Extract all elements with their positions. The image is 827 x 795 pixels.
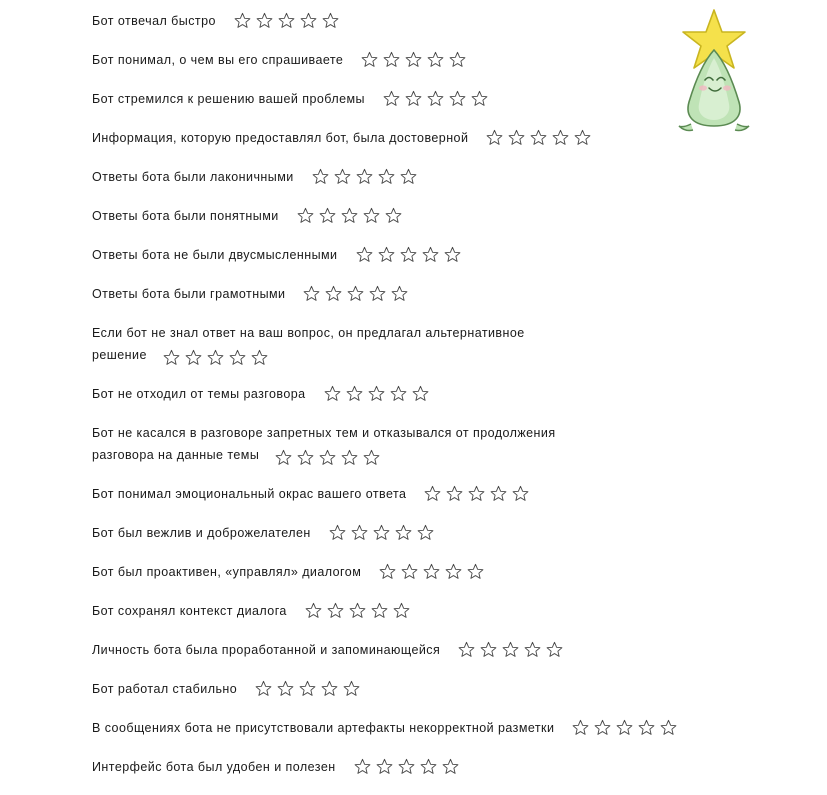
star-outline-icon[interactable] — [376, 758, 393, 775]
rating-stars[interactable] — [458, 639, 568, 656]
star-outline-icon[interactable] — [319, 449, 336, 466]
survey-question-row — [0, 756, 700, 778]
survey-question-row — [0, 422, 620, 466]
survey-question-row — [0, 88, 700, 110]
survey-question-row — [0, 283, 700, 305]
star-outline-icon[interactable] — [385, 207, 402, 224]
star-outline-icon[interactable] — [321, 680, 338, 697]
star-outline-icon[interactable] — [552, 129, 569, 146]
rating-stars[interactable] — [361, 49, 471, 66]
star-outline-icon[interactable] — [530, 129, 547, 146]
question-label: Бот не касался в разговоре запретных тем и отказывался от продолжения — [92, 426, 556, 440]
rating-stars[interactable] — [329, 522, 439, 539]
star-outline-icon[interactable] — [297, 207, 314, 224]
survey-question-row — [0, 483, 700, 505]
star-outline-icon[interactable] — [420, 758, 437, 775]
question-label: Ответы бота были лаконичными — [92, 170, 294, 184]
survey-question-row — [0, 383, 700, 405]
star-outline-icon[interactable] — [349, 602, 366, 619]
star-outline-icon[interactable] — [446, 485, 463, 502]
question-label: Бот сохранял контекст диалога — [92, 604, 287, 618]
frog-christmas-tree-illustration — [659, 6, 769, 136]
star-outline-icon[interactable] — [458, 641, 475, 658]
star-outline-icon[interactable] — [163, 349, 180, 366]
star-outline-icon[interactable] — [373, 524, 390, 541]
star-outline-icon[interactable] — [393, 602, 410, 619]
question-label: Информация, которую предоставлял бот, была достоверной — [92, 131, 469, 145]
question-label: Бот стремился к решению вашей проблемы — [92, 92, 365, 106]
star-outline-icon[interactable] — [449, 90, 466, 107]
rating-stars[interactable] — [572, 717, 682, 734]
rating-stars[interactable] — [303, 283, 413, 300]
star-outline-icon[interactable] — [401, 563, 418, 580]
star-outline-icon[interactable] — [324, 385, 341, 402]
star-outline-icon[interactable] — [369, 285, 386, 302]
rating-stars[interactable] — [312, 166, 422, 183]
question-label: Бот работал стабильно — [92, 682, 238, 696]
question-label-continued: решение — [92, 348, 147, 362]
star-outline-icon[interactable] — [395, 524, 412, 541]
star-outline-icon[interactable] — [305, 602, 322, 619]
question-label-continued: разговора на данные темы — [92, 448, 260, 462]
star-outline-icon[interactable] — [449, 51, 466, 68]
rating-stars[interactable] — [305, 600, 415, 617]
star-outline-icon[interactable] — [363, 207, 380, 224]
star-outline-icon[interactable] — [468, 485, 485, 502]
star-outline-icon[interactable] — [303, 285, 320, 302]
question-label: Бот понимал, о чем вы его спрашиваете — [92, 53, 344, 67]
rating-stars[interactable] — [234, 10, 344, 27]
star-outline-icon[interactable] — [363, 449, 380, 466]
survey-question-row — [0, 205, 700, 227]
star-outline-icon[interactable] — [616, 719, 633, 736]
survey-question-row — [0, 10, 700, 32]
star-outline-icon[interactable] — [471, 90, 488, 107]
star-outline-icon[interactable] — [574, 129, 591, 146]
star-outline-icon[interactable] — [400, 246, 417, 263]
star-outline-icon[interactable] — [417, 524, 434, 541]
survey-question-row — [0, 244, 700, 266]
star-outline-icon[interactable] — [442, 758, 459, 775]
star-outline-icon[interactable] — [444, 246, 461, 263]
rating-stars[interactable] — [379, 561, 489, 578]
question-label: Интерфейс бота был удобен и полезен — [92, 760, 336, 774]
question-label: Ответы бота не были двусмысленными — [92, 248, 338, 262]
star-outline-icon[interactable] — [502, 641, 519, 658]
star-outline-icon[interactable] — [660, 719, 677, 736]
star-outline-icon[interactable] — [400, 168, 417, 185]
star-outline-icon[interactable] — [319, 207, 336, 224]
question-label: Бот отвечал быстро — [92, 14, 216, 28]
star-outline-icon[interactable] — [546, 641, 563, 658]
star-outline-icon[interactable] — [412, 385, 429, 402]
star-outline-icon[interactable] — [351, 524, 368, 541]
star-outline-icon[interactable] — [229, 349, 246, 366]
survey-question-row — [0, 322, 620, 366]
star-outline-icon[interactable] — [423, 563, 440, 580]
survey-question-row — [0, 639, 700, 661]
star-outline-icon[interactable] — [361, 51, 378, 68]
star-outline-icon[interactable] — [346, 385, 363, 402]
star-outline-icon[interactable] — [207, 349, 224, 366]
star-outline-icon[interactable] — [427, 90, 444, 107]
star-outline-icon[interactable] — [329, 524, 346, 541]
survey-question-row — [0, 561, 700, 583]
survey-question-row — [0, 166, 700, 188]
star-outline-icon[interactable] — [398, 758, 415, 775]
rating-stars[interactable] — [356, 244, 466, 261]
star-outline-icon[interactable] — [278, 12, 295, 29]
rating-stars[interactable] — [324, 383, 434, 400]
star-outline-icon[interactable] — [255, 680, 272, 697]
star-outline-icon[interactable] — [422, 246, 439, 263]
star-outline-icon[interactable] — [299, 680, 316, 697]
star-outline-icon[interactable] — [638, 719, 655, 736]
star-outline-icon[interactable] — [371, 602, 388, 619]
star-outline-icon[interactable] — [490, 485, 507, 502]
star-outline-icon[interactable] — [354, 758, 371, 775]
star-outline-icon[interactable] — [524, 641, 541, 658]
rating-stars[interactable] — [275, 447, 385, 464]
star-outline-icon[interactable] — [424, 485, 441, 502]
star-outline-icon[interactable] — [322, 12, 339, 29]
rating-stars[interactable] — [383, 88, 493, 105]
star-outline-icon[interactable] — [343, 680, 360, 697]
star-outline-icon[interactable] — [341, 449, 358, 466]
question-label: Бот был вежлив и доброжелателен — [92, 526, 311, 540]
question-label: Бот был проактивен, «управлял» диалогом — [92, 565, 362, 579]
question-label: Бот не отходил от темы разговора — [92, 387, 306, 401]
star-outline-icon[interactable] — [312, 168, 329, 185]
star-outline-icon[interactable] — [185, 349, 202, 366]
star-outline-icon[interactable] — [512, 485, 529, 502]
rating-stars[interactable] — [255, 678, 365, 695]
star-outline-icon[interactable] — [508, 129, 525, 146]
star-outline-icon[interactable] — [486, 129, 503, 146]
star-outline-icon[interactable] — [390, 385, 407, 402]
star-outline-icon[interactable] — [325, 285, 342, 302]
rating-stars[interactable] — [424, 483, 534, 500]
survey-question-row — [0, 600, 700, 622]
star-outline-icon[interactable] — [347, 285, 364, 302]
star-outline-icon[interactable] — [467, 563, 484, 580]
question-label: Ответы бота были понятными — [92, 209, 279, 223]
star-outline-icon[interactable] — [356, 246, 373, 263]
star-outline-icon[interactable] — [334, 168, 351, 185]
rating-stars[interactable] — [354, 756, 464, 773]
star-outline-icon[interactable] — [251, 349, 268, 366]
star-outline-icon[interactable] — [480, 641, 497, 658]
star-outline-icon[interactable] — [379, 563, 396, 580]
star-outline-icon[interactable] — [327, 602, 344, 619]
star-outline-icon[interactable] — [234, 12, 251, 29]
star-outline-icon[interactable] — [427, 51, 444, 68]
star-outline-icon[interactable] — [391, 285, 408, 302]
question-label: Бот понимал эмоциональный окрас вашего ответа — [92, 487, 407, 501]
star-outline-icon[interactable] — [275, 449, 292, 466]
star-outline-icon[interactable] — [277, 680, 294, 697]
question-label: В сообщениях бота не присутствовали артефакты некорректной разметки — [92, 721, 555, 735]
star-outline-icon[interactable] — [594, 719, 611, 736]
star-outline-icon[interactable] — [445, 563, 462, 580]
survey-question-row — [0, 49, 700, 71]
star-outline-icon[interactable] — [300, 12, 317, 29]
star-outline-icon[interactable] — [572, 719, 589, 736]
survey-question-row — [0, 717, 700, 739]
star-outline-icon[interactable] — [383, 90, 400, 107]
star-outline-icon[interactable] — [256, 12, 273, 29]
star-outline-icon[interactable] — [297, 449, 314, 466]
star-outline-icon[interactable] — [341, 207, 358, 224]
survey-question-row — [0, 678, 700, 700]
rating-stars[interactable] — [297, 205, 407, 222]
star-outline-icon[interactable] — [405, 51, 422, 68]
rating-stars[interactable] — [163, 347, 273, 364]
survey-question-row — [0, 127, 700, 149]
question-label: Если бот не знал ответ на ваш вопрос, он предлагал альтернативное — [92, 326, 525, 340]
rating-stars[interactable] — [486, 127, 596, 144]
star-outline-icon[interactable] — [405, 90, 422, 107]
star-outline-icon[interactable] — [378, 168, 395, 185]
star-outline-icon[interactable] — [356, 168, 373, 185]
star-outline-icon[interactable] — [378, 246, 395, 263]
question-label: Личность бота была проработанной и запоминающейся — [92, 643, 441, 657]
star-outline-icon[interactable] — [383, 51, 400, 68]
star-outline-icon[interactable] — [368, 385, 385, 402]
survey-question-row — [0, 522, 700, 544]
question-label: Ответы бота были грамотными — [92, 287, 286, 301]
